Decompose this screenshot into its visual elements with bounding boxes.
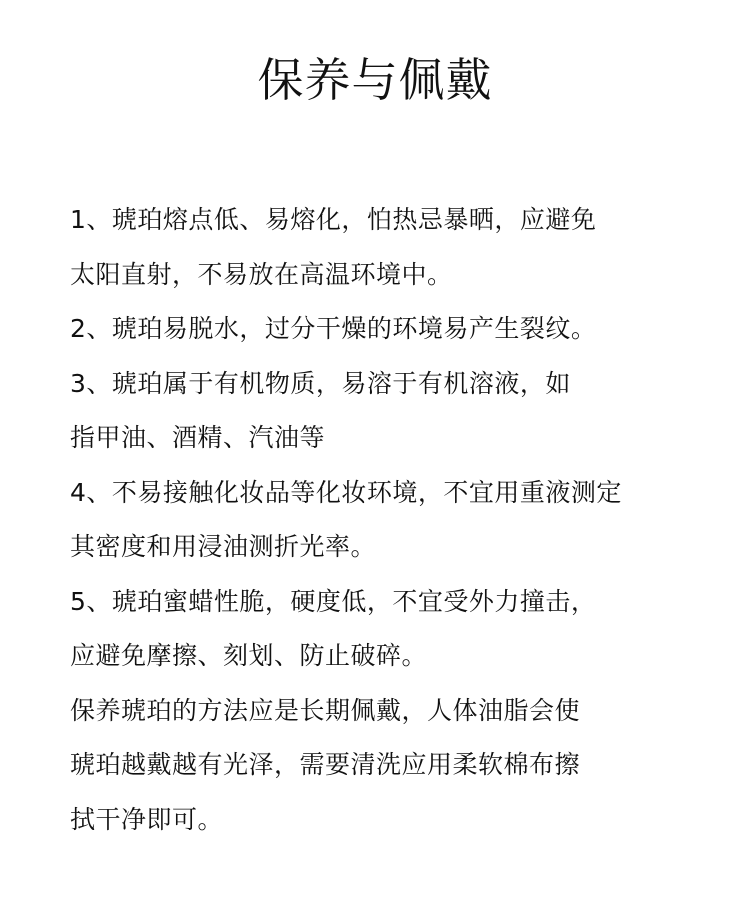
text-line: 1、琥珀熔点低、易熔化，怕热忌暴晒，应避免 (70, 205, 597, 234)
text-line: 保养琥珀的方法应是长期佩戴，人体油脂会使 (70, 695, 581, 725)
text-line: 指甲油、酒精、汽油等 (70, 423, 326, 452)
text-line: 2、琥珀易脱水，过分干燥的环境易产生裂纹。 (70, 314, 597, 343)
text-line: 5、琥珀蜜蜡性脆，硬度低，不宜受外力撞击， (70, 586, 597, 616)
text-line: 其密度和用浸油测折光率。 (70, 532, 377, 561)
page-title: 保养与佩戴 (257, 53, 493, 107)
text-line: 琥珀越戴越有光泽，需要清洗应用柔软棉布擦 (70, 750, 581, 779)
text-line: 4、不易接触化妆品等化妆环境，不宜用重液测定 (70, 477, 622, 507)
text-line: 拭干净即可。 (70, 804, 224, 834)
care-instructions (70, 193, 710, 847)
text-line: 太阳直射，不易放在高温环境中。 (70, 259, 453, 289)
text-line: 应避免摩擦、刻划、防止破碎。 (70, 641, 428, 670)
text-line: 3、琥珀属于有机物质，易溶于有机溶液，如 (70, 368, 571, 398)
